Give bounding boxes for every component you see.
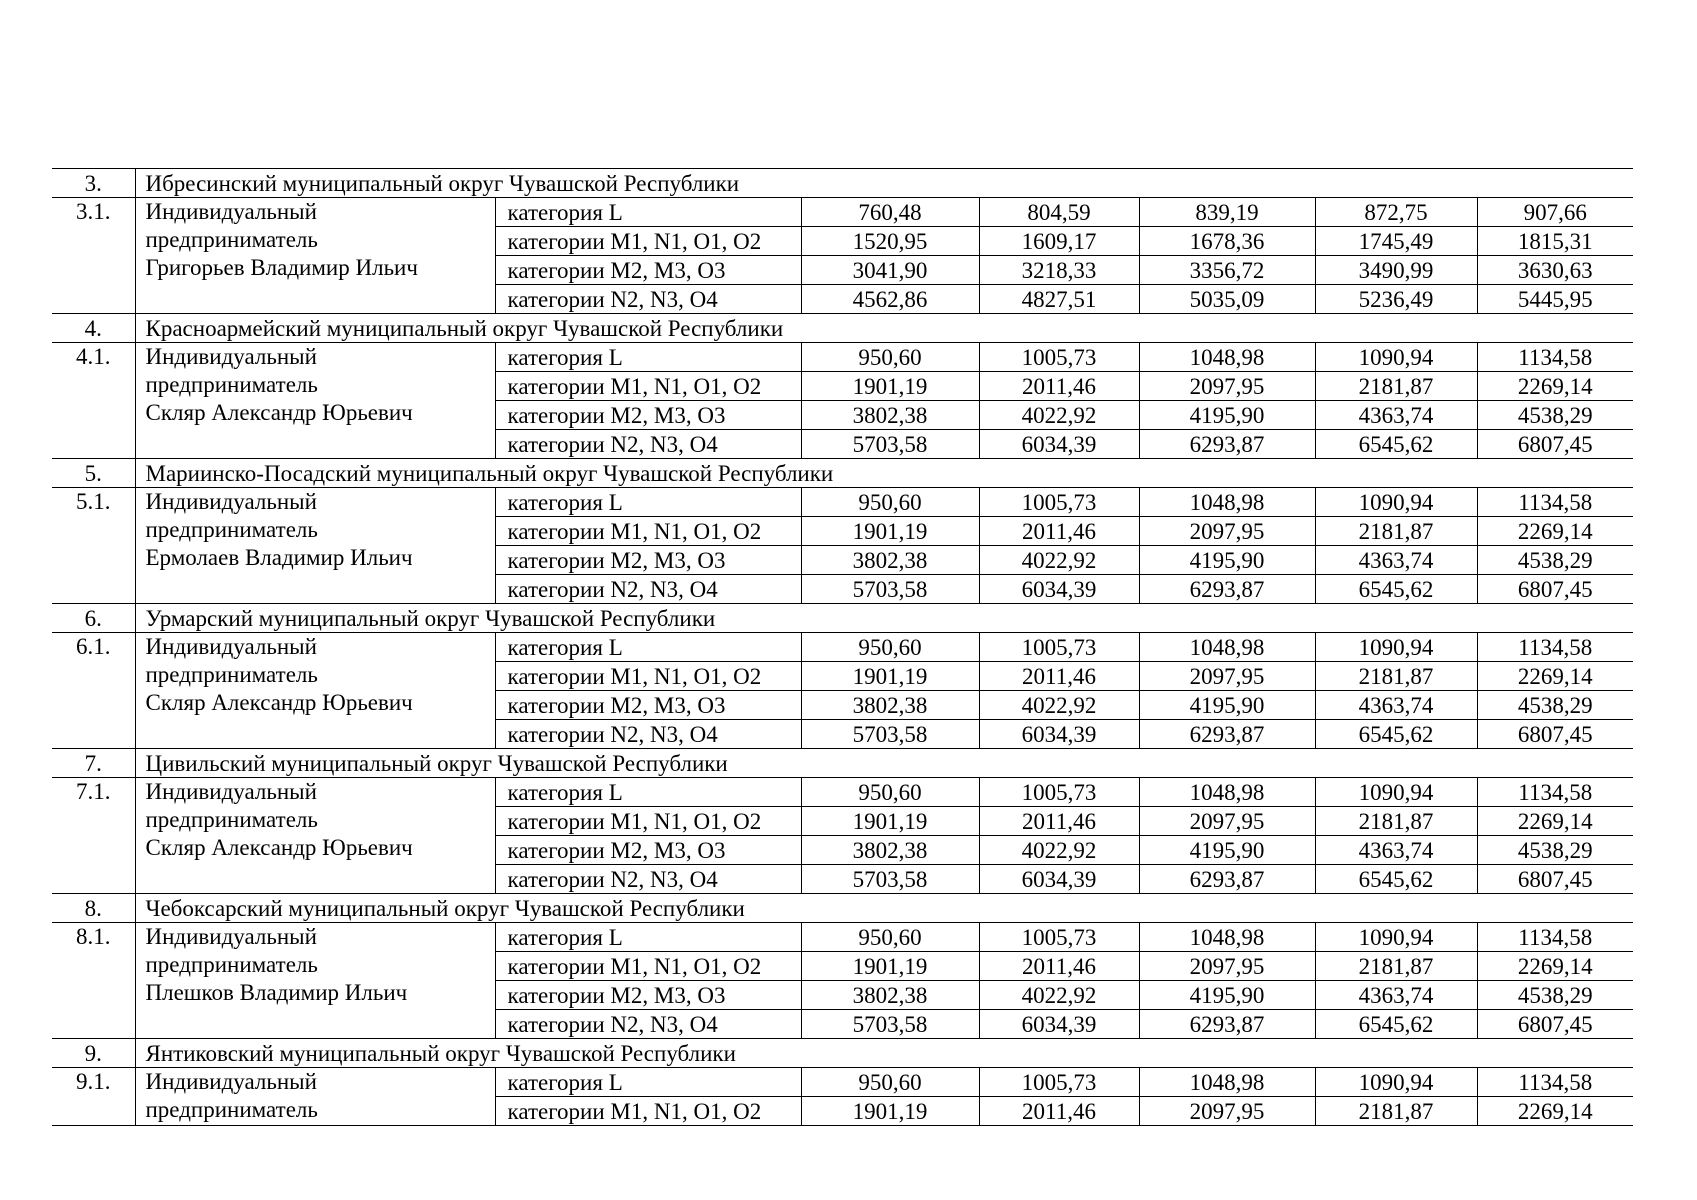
vehicle-category: категории M2, M3, O3 bbox=[495, 691, 801, 720]
price-value: 1048,98 bbox=[1139, 778, 1315, 807]
vehicle-category: категория L bbox=[495, 778, 801, 807]
price-value: 950,60 bbox=[801, 778, 979, 807]
price-value: 1134,58 bbox=[1477, 488, 1633, 517]
entrepreneur-line: Скляр Александр Юрьевич bbox=[145, 835, 413, 860]
vehicle-category: категории M1, N1, O1, O2 bbox=[495, 807, 801, 836]
price-value: 760,48 bbox=[801, 198, 979, 227]
entrepreneur-cell bbox=[135, 923, 495, 1039]
entrepreneur-cell bbox=[135, 488, 495, 604]
price-value: 4363,74 bbox=[1315, 691, 1477, 720]
price-value: 5703,58 bbox=[801, 575, 979, 604]
price-value: 2097,95 bbox=[1139, 662, 1315, 691]
tariff-row bbox=[52, 488, 1633, 517]
price-value: 1815,31 bbox=[1477, 227, 1633, 256]
price-value: 3802,38 bbox=[801, 401, 979, 430]
price-value: 1901,19 bbox=[801, 1097, 979, 1126]
price-value: 1048,98 bbox=[1139, 923, 1315, 952]
price-value: 6034,39 bbox=[979, 430, 1139, 459]
price-value: 3802,38 bbox=[801, 546, 979, 575]
price-value: 2181,87 bbox=[1315, 1097, 1477, 1126]
entrepreneur-line: Скляр Александр Юрьевич bbox=[145, 400, 413, 425]
price-value: 804,59 bbox=[979, 198, 1139, 227]
vehicle-category: категории M1, N1, O1, O2 bbox=[495, 662, 801, 691]
tariff-row bbox=[52, 198, 1633, 227]
vehicle-category: категории M1, N1, O1, O2 bbox=[495, 227, 801, 256]
entrepreneur-line: Индивидуальный bbox=[145, 634, 317, 659]
price-value: 1901,19 bbox=[801, 517, 979, 546]
price-value: 1901,19 bbox=[801, 372, 979, 401]
price-value: 1134,58 bbox=[1477, 923, 1633, 952]
price-value: 6545,62 bbox=[1315, 1010, 1477, 1039]
price-value: 1745,49 bbox=[1315, 227, 1477, 256]
price-value: 3802,38 bbox=[801, 836, 979, 865]
section-header-row bbox=[52, 459, 1633, 488]
section-title: Ибресинский муниципальный округ Чувашской Республики bbox=[135, 169, 1633, 198]
price-value: 5445,95 bbox=[1477, 285, 1633, 314]
price-value: 6293,87 bbox=[1139, 575, 1315, 604]
section-title: Цивильский муниципальный округ Чувашской Республики bbox=[135, 749, 1633, 778]
vehicle-category: категории M2, M3, O3 bbox=[495, 256, 801, 285]
vehicle-category: категории M1, N1, O1, O2 bbox=[495, 1097, 801, 1126]
entrepreneur-line: Индивидуальный bbox=[145, 779, 317, 804]
price-value: 6293,87 bbox=[1139, 430, 1315, 459]
vehicle-category: категории M2, M3, O3 bbox=[495, 836, 801, 865]
price-value: 1520,95 bbox=[801, 227, 979, 256]
price-value: 4363,74 bbox=[1315, 981, 1477, 1010]
price-value: 2097,95 bbox=[1139, 372, 1315, 401]
price-value: 1090,94 bbox=[1315, 1068, 1477, 1097]
entrepreneur-line: Ермолаев Владимир Ильич bbox=[145, 545, 413, 570]
section-number: 3. bbox=[52, 169, 135, 198]
price-value: 4022,92 bbox=[979, 546, 1139, 575]
price-value: 2269,14 bbox=[1477, 1097, 1633, 1126]
vehicle-category: категории N2, N3, O4 bbox=[495, 575, 801, 604]
price-value: 2011,46 bbox=[979, 517, 1139, 546]
price-value: 6293,87 bbox=[1139, 1010, 1315, 1039]
section-title: Чебоксарский муниципальный округ Чувашской Республики bbox=[135, 894, 1633, 923]
price-value: 2181,87 bbox=[1315, 807, 1477, 836]
price-value: 6293,87 bbox=[1139, 720, 1315, 749]
price-value: 2011,46 bbox=[979, 952, 1139, 981]
price-value: 5703,58 bbox=[801, 430, 979, 459]
price-value: 4195,90 bbox=[1139, 691, 1315, 720]
price-value: 5035,09 bbox=[1139, 285, 1315, 314]
entrepreneur-line: предприниматель bbox=[145, 517, 318, 542]
entry-number: 4.1. bbox=[52, 343, 135, 459]
price-value: 4538,29 bbox=[1477, 691, 1633, 720]
price-value: 950,60 bbox=[801, 488, 979, 517]
entrepreneur-line: Скляр Александр Юрьевич bbox=[145, 690, 413, 715]
vehicle-category: категории N2, N3, O4 bbox=[495, 1010, 801, 1039]
section-number: 6. bbox=[52, 604, 135, 633]
section-number: 8. bbox=[52, 894, 135, 923]
price-value: 4195,90 bbox=[1139, 546, 1315, 575]
vehicle-category: категории M2, M3, O3 bbox=[495, 401, 801, 430]
entrepreneur-line: Индивидуальный bbox=[145, 924, 317, 949]
vehicle-category: категории M2, M3, O3 bbox=[495, 546, 801, 575]
price-value: 1005,73 bbox=[979, 633, 1139, 662]
price-value: 2097,95 bbox=[1139, 807, 1315, 836]
vehicle-category: категория L bbox=[495, 633, 801, 662]
price-value: 1134,58 bbox=[1477, 1068, 1633, 1097]
price-value: 3490,99 bbox=[1315, 256, 1477, 285]
price-value: 872,75 bbox=[1315, 198, 1477, 227]
vehicle-category: категории M1, N1, O1, O2 bbox=[495, 952, 801, 981]
price-value: 4195,90 bbox=[1139, 401, 1315, 430]
price-value: 1090,94 bbox=[1315, 633, 1477, 662]
price-value: 907,66 bbox=[1477, 198, 1633, 227]
vehicle-category: категории N2, N3, O4 bbox=[495, 865, 801, 894]
price-value: 1005,73 bbox=[979, 488, 1139, 517]
price-value: 2181,87 bbox=[1315, 517, 1477, 546]
entrepreneur-cell bbox=[135, 778, 495, 894]
price-value: 4538,29 bbox=[1477, 546, 1633, 575]
section-title: Мариинско-Посадский муниципальный округ Чувашской Республики bbox=[135, 459, 1633, 488]
entrepreneur-line: предприниматель bbox=[145, 952, 318, 977]
price-value: 1005,73 bbox=[979, 923, 1139, 952]
price-value: 2011,46 bbox=[979, 1097, 1139, 1126]
entry-number: 5.1. bbox=[52, 488, 135, 604]
entry-number: 9.1. bbox=[52, 1068, 135, 1126]
entry-number: 6.1. bbox=[52, 633, 135, 749]
vehicle-category: категории M2, M3, O3 bbox=[495, 981, 801, 1010]
price-value: 5703,58 bbox=[801, 1010, 979, 1039]
price-value: 4538,29 bbox=[1477, 836, 1633, 865]
section-number: 4. bbox=[52, 314, 135, 343]
section-title: Янтиковский муниципальный округ Чувашской Республики bbox=[135, 1039, 1633, 1068]
price-value: 1005,73 bbox=[979, 343, 1139, 372]
price-value: 6807,45 bbox=[1477, 1010, 1633, 1039]
entrepreneur-line: предприниматель bbox=[145, 662, 318, 687]
section-header-row bbox=[52, 169, 1633, 198]
price-value: 1048,98 bbox=[1139, 633, 1315, 662]
price-value: 1901,19 bbox=[801, 952, 979, 981]
price-value: 3630,63 bbox=[1477, 256, 1633, 285]
entrepreneur-cell bbox=[135, 633, 495, 749]
price-value: 5703,58 bbox=[801, 720, 979, 749]
tariff-row bbox=[52, 343, 1633, 372]
price-value: 1134,58 bbox=[1477, 633, 1633, 662]
price-value: 6293,87 bbox=[1139, 865, 1315, 894]
section-header-row bbox=[52, 894, 1633, 923]
section-header-row bbox=[52, 749, 1633, 778]
price-value: 4363,74 bbox=[1315, 836, 1477, 865]
price-value: 2097,95 bbox=[1139, 1097, 1315, 1126]
price-value: 4538,29 bbox=[1477, 401, 1633, 430]
price-value: 1901,19 bbox=[801, 807, 979, 836]
entrepreneur-line: Плешков Владимир Ильич bbox=[145, 980, 408, 1005]
vehicle-category: категории N2, N3, O4 bbox=[495, 720, 801, 749]
price-value: 6807,45 bbox=[1477, 865, 1633, 894]
price-value: 4195,90 bbox=[1139, 836, 1315, 865]
price-value: 6545,62 bbox=[1315, 430, 1477, 459]
price-value: 3356,72 bbox=[1139, 256, 1315, 285]
price-value: 4022,92 bbox=[979, 691, 1139, 720]
section-title: Красноармейский муниципальный округ Чувашской Республики bbox=[135, 314, 1633, 343]
vehicle-category: категории M1, N1, O1, O2 bbox=[495, 372, 801, 401]
price-value: 6545,62 bbox=[1315, 720, 1477, 749]
price-value: 4363,74 bbox=[1315, 546, 1477, 575]
entrepreneur-line: Григорьев Владимир Ильич bbox=[145, 255, 418, 280]
price-value: 6034,39 bbox=[979, 1010, 1139, 1039]
price-value: 1090,94 bbox=[1315, 923, 1477, 952]
entrepreneur-line: предприниматель bbox=[145, 1097, 318, 1122]
price-value: 1005,73 bbox=[979, 1068, 1139, 1097]
entrepreneur-line: Индивидуальный bbox=[145, 489, 317, 514]
price-value: 1090,94 bbox=[1315, 343, 1477, 372]
entrepreneur-line: Индивидуальный bbox=[145, 1069, 317, 1094]
entry-number: 8.1. bbox=[52, 923, 135, 1039]
price-value: 1048,98 bbox=[1139, 343, 1315, 372]
section-number: 9. bbox=[52, 1039, 135, 1068]
price-value: 839,19 bbox=[1139, 198, 1315, 227]
price-value: 4022,92 bbox=[979, 401, 1139, 430]
price-value: 5236,49 bbox=[1315, 285, 1477, 314]
vehicle-category: категория L bbox=[495, 488, 801, 517]
vehicle-category: категории M1, N1, O1, O2 bbox=[495, 517, 801, 546]
section-number: 5. bbox=[52, 459, 135, 488]
price-value: 3802,38 bbox=[801, 981, 979, 1010]
entrepreneur-line: предприниматель bbox=[145, 807, 318, 832]
price-value: 2181,87 bbox=[1315, 372, 1477, 401]
price-value: 4562,86 bbox=[801, 285, 979, 314]
price-value: 2011,46 bbox=[979, 662, 1139, 691]
entrepreneur-cell bbox=[135, 198, 495, 314]
entry-number: 3.1. bbox=[52, 198, 135, 314]
price-value: 4022,92 bbox=[979, 836, 1139, 865]
vehicle-category: категория L bbox=[495, 343, 801, 372]
price-value: 6034,39 bbox=[979, 720, 1139, 749]
price-value: 1134,58 bbox=[1477, 778, 1633, 807]
price-value: 4022,92 bbox=[979, 981, 1139, 1010]
price-value: 1134,58 bbox=[1477, 343, 1633, 372]
entrepreneur-line: предприниматель bbox=[145, 227, 318, 252]
vehicle-category: категория L bbox=[495, 198, 801, 227]
price-value: 3041,90 bbox=[801, 256, 979, 285]
vehicle-category: категория L bbox=[495, 923, 801, 952]
price-value: 2097,95 bbox=[1139, 952, 1315, 981]
tariff-table-body bbox=[52, 169, 1633, 1126]
price-value: 1901,19 bbox=[801, 662, 979, 691]
entrepreneur-line: Индивидуальный bbox=[145, 344, 317, 369]
price-value: 6545,62 bbox=[1315, 865, 1477, 894]
price-value: 6807,45 bbox=[1477, 430, 1633, 459]
price-value: 950,60 bbox=[801, 1068, 979, 1097]
section-title: Урмарский муниципальный округ Чувашской Республики bbox=[135, 604, 1633, 633]
price-value: 2181,87 bbox=[1315, 662, 1477, 691]
price-value: 1609,17 bbox=[979, 227, 1139, 256]
vehicle-category: категория L bbox=[495, 1068, 801, 1097]
price-value: 950,60 bbox=[801, 343, 979, 372]
price-value: 950,60 bbox=[801, 633, 979, 662]
section-header-row bbox=[52, 604, 1633, 633]
entrepreneur-cell bbox=[135, 343, 495, 459]
price-value: 6034,39 bbox=[979, 865, 1139, 894]
price-value: 1005,73 bbox=[979, 778, 1139, 807]
tariff-row bbox=[52, 1068, 1633, 1097]
price-value: 2011,46 bbox=[979, 807, 1139, 836]
price-value: 6807,45 bbox=[1477, 720, 1633, 749]
price-value: 2181,87 bbox=[1315, 952, 1477, 981]
price-value: 2011,46 bbox=[979, 372, 1139, 401]
price-value: 1048,98 bbox=[1139, 488, 1315, 517]
price-value: 5703,58 bbox=[801, 865, 979, 894]
price-value: 4827,51 bbox=[979, 285, 1139, 314]
section-header-row bbox=[52, 314, 1633, 343]
price-value: 2269,14 bbox=[1477, 517, 1633, 546]
price-value: 1678,36 bbox=[1139, 227, 1315, 256]
price-value: 3802,38 bbox=[801, 691, 979, 720]
price-value: 950,60 bbox=[801, 923, 979, 952]
price-value: 4363,74 bbox=[1315, 401, 1477, 430]
price-value: 2269,14 bbox=[1477, 952, 1633, 981]
entry-number: 7.1. bbox=[52, 778, 135, 894]
price-value: 1090,94 bbox=[1315, 488, 1477, 517]
price-value: 6034,39 bbox=[979, 575, 1139, 604]
price-value: 6807,45 bbox=[1477, 575, 1633, 604]
entrepreneur-cell bbox=[135, 1068, 495, 1126]
vehicle-category: категории N2, N3, O4 bbox=[495, 285, 801, 314]
price-value: 4538,29 bbox=[1477, 981, 1633, 1010]
price-value: 4195,90 bbox=[1139, 981, 1315, 1010]
tariff-table bbox=[52, 168, 1633, 1126]
price-value: 3218,33 bbox=[979, 256, 1139, 285]
section-number: 7. bbox=[52, 749, 135, 778]
tariff-row bbox=[52, 633, 1633, 662]
price-value: 2269,14 bbox=[1477, 372, 1633, 401]
entrepreneur-line: предприниматель bbox=[145, 372, 318, 397]
section-header-row bbox=[52, 1039, 1633, 1068]
price-value: 6545,62 bbox=[1315, 575, 1477, 604]
price-value: 2097,95 bbox=[1139, 517, 1315, 546]
price-value: 1090,94 bbox=[1315, 778, 1477, 807]
tariff-row bbox=[52, 778, 1633, 807]
price-value: 2269,14 bbox=[1477, 662, 1633, 691]
entrepreneur-line: Индивидуальный bbox=[145, 199, 317, 224]
price-value: 2269,14 bbox=[1477, 807, 1633, 836]
vehicle-category: категории N2, N3, O4 bbox=[495, 430, 801, 459]
price-value: 1048,98 bbox=[1139, 1068, 1315, 1097]
tariff-row bbox=[52, 923, 1633, 952]
